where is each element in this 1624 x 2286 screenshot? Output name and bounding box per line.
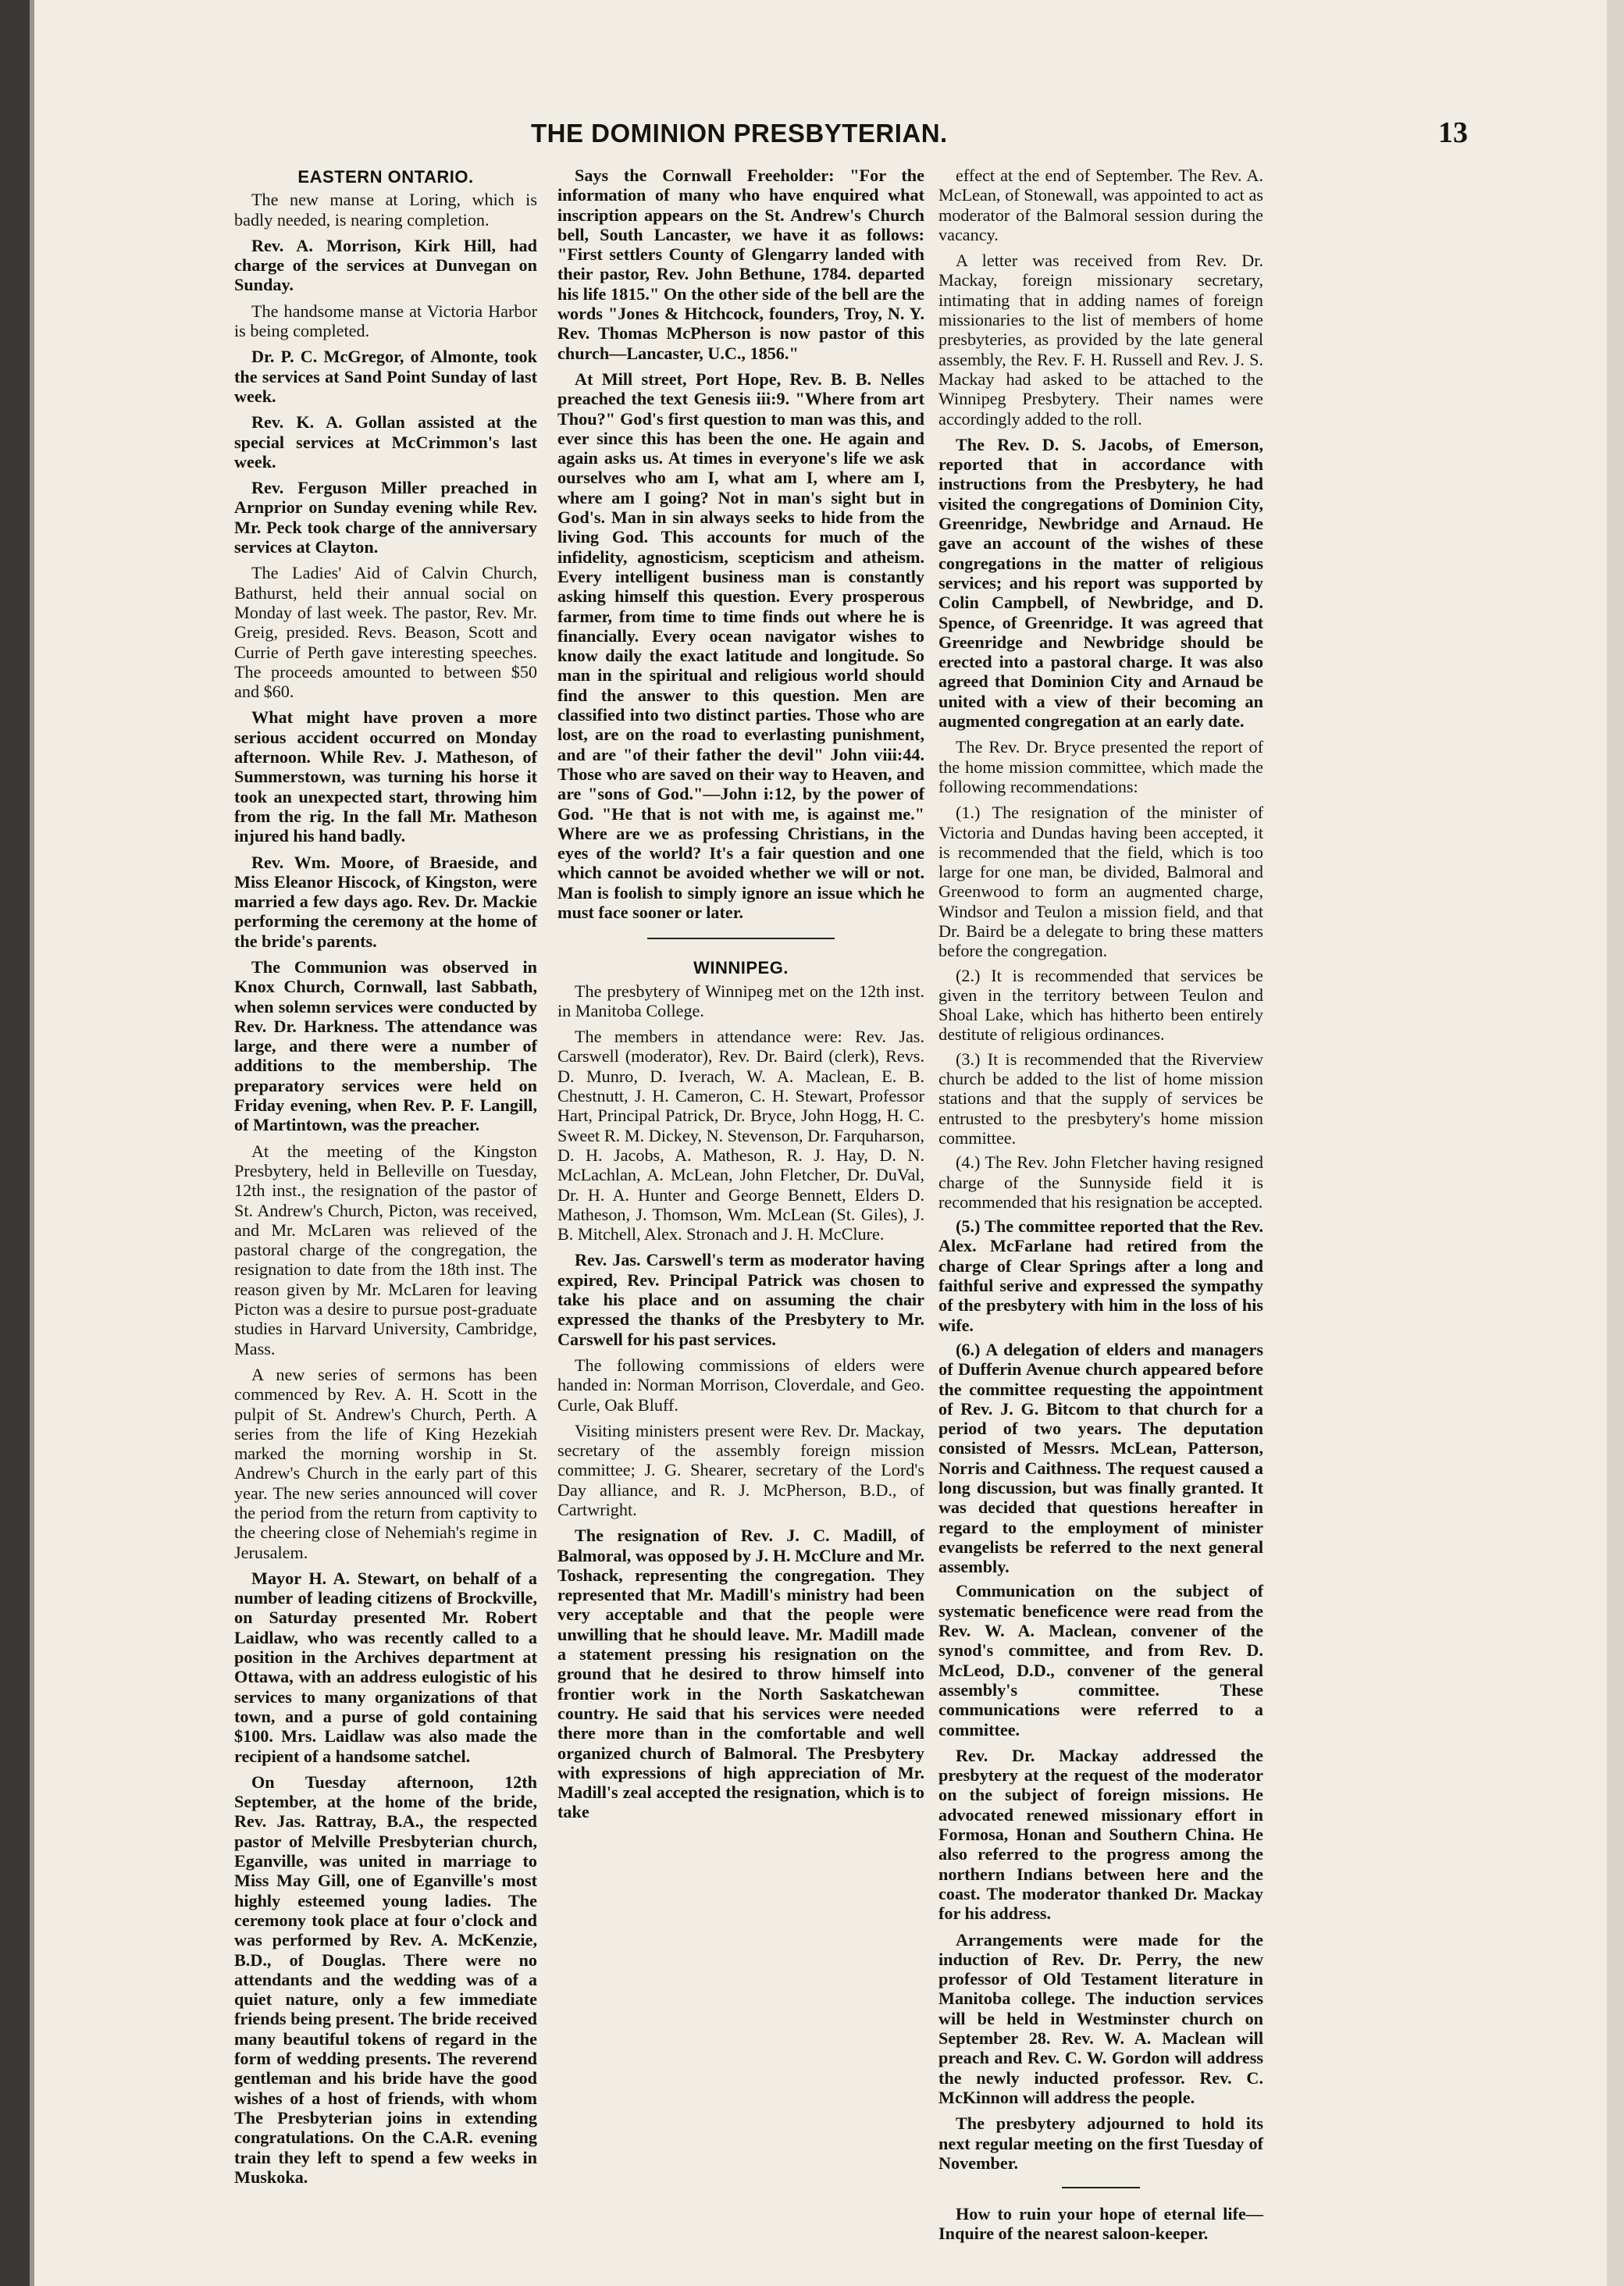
section-heading-winnipeg: WINNIPEG. (693, 958, 789, 978)
recommendation-item: (3.) It is recommended that the Riverview church be added to the list of home mission stations and that the supply of services be entrusted to the presbytery's home mission committee. (938, 1049, 1263, 1148)
news-item: A letter was received from Rev. Dr. Mackay, foreign missionary secretary, intimating that in adding names of foreign missionaries to the list of members of home presbyteries, as provided by the late general assembly, the Rev. F. H. Russell and Rev. J. S. Mackay had asked to be attached to the Winnipeg Presbytery. Their names were accordingly added to the roll. (938, 251, 1263, 429)
recommendation-item: (5.) The committee reported that the Rev. Alex. McFarlane had retired from the charge of Clear Springs after a long and faithful serive and expressed the sympathy of the presbytery with him in the loss of his wife. (938, 1216, 1263, 1335)
news-item: Rev. Jas. Carswell's term as moderator having expired, Rev. Principal Patrick was chosen to take his place and on assuming the chair expressed the thanks of the Presbytery to Mr. Carswell for his past services. (557, 1250, 924, 1349)
news-item: A new series of sermons has been commenced by Rev. A. H. Scott in the pulpit of St. Andrew's Church, Perth. A series from the life of King Hezekiah marked the morning worship in St. Andrew's Church in the early part of this year. The new series announced will cover the period from the return from captivity to the cheering close of Nehemiah's regime in Jerusalem. (234, 1364, 537, 1562)
news-item: The members in attendance were: Rev. Jas. Carswell (moderator), Rev. Dr. Baird (clerk), Revs. D. Munro, D. Iverach, W. A. Maclean, E. B. Chestnutt, J. H. Cameron, C. H. Stewart, Professor Hart, Principal Patrick, Dr. Bryce, John Hogg, H. C. Sweet R. M. Dickey, N. Stevenson, Dr. Farquharson, D. H. Jacobs, A. Matheson, R. J. Hay, D. N. McLachlan, A. McLean, John Fletcher, Dr. DuVal, Dr. H. A. Hunter and George Bennett, Elders D. Matheson, J. Thomson, Wm. McLean (St. Giles), J. B. Mitchell, Alex. Stronach and J. H. McClure. (557, 1027, 924, 1244)
news-item: Communication on the subject of systematic beneficence were read from the Rev. W. A. Maclean, convener of the synod's committee, and from Rev. D. McLeod, D.D., convener of the general assembly's committee. These communications were referred to a committee. (938, 1581, 1263, 1739)
news-item: Rev. K. A. Gollan assisted at the special services at McCrimmon's last week. (234, 412, 537, 472)
scan-edge-right (1607, 0, 1624, 2286)
news-item: The Communion was observed in Knox Church, Cornwall, last Sabbath, when solemn services were conducted by Rev. Dr. Harkness. The attendance was large, and there were a number of additions to the membership. The preparatory services were held on Friday evening, when Rev. P. F. Langill, of Martintown, was the preacher. (234, 956, 537, 1135)
news-item: The handsome manse at Victoria Harbor is being completed. (234, 301, 537, 341)
news-item: The Ladies' Aid of Calvin Church, Bathurst, held their annual social on Monday of last week. The pastor, Rev. Mr. Greig, presided. Revs. Beason, Scott and Currie of Perth gave interesting speeches. The proceeds amounted to between $50 and $60. (234, 563, 537, 702)
news-item: The new manse at Loring, which is badly needed, is nearing completion. (234, 190, 537, 230)
news-item: Rev. Dr. Mackay addressed the presbytery at the request of the moderator on the subject of foreign missions. He advocated renewed missionary effort in Formosa, Honan and Southern China. He also referred to the progress among the northern Indians between here and the coast. The moderator thanked Dr. Mackay for his address. (938, 1745, 1263, 1924)
news-item: Rev. A. Morrison, Kirk Hill, had charge of the services at Dunvegan on Sunday. (234, 235, 537, 295)
recommendation-item: (6.) A delegation of elders and managers of Dufferin Avenue church appeared before the committee requesting the appointment of Rev. J. G. Bitcom to that church for a period of two years. The deputation consisted of Messrs. McLean, Patterson, Norris and Caithness. The request caused a long discussion, but was finally granted. It was decided that questions hereafter in regard to the employment of minister evangelists be referred to the next general assembly. (938, 1339, 1263, 1577)
page-number: 13 (1438, 116, 1468, 149)
section-divider (647, 938, 835, 939)
news-item: The Rev. Dr. Bryce presented the report of the home mission committee, which made the following recommendations: (938, 737, 1263, 796)
news-item: What might have proven a more serious accident occurred on Monday afternoon. While Rev. J. Matheson, of Summerstown, was turning his horse it took an unexpected start, throwing him from the rig. In the fall Mr. Matheson injured his hand badly. (234, 707, 537, 846)
scan-edge-left (0, 0, 30, 2286)
filler-quote: How to ruin your hope of eternal life—Inquire of the nearest saloon-keeper. (938, 2204, 1263, 2244)
news-item: Rev. Ferguson Miller preached in Arnprior on Sunday evening while Rev. Mr. Peck took charge of the anniversary services at Clayton. (234, 478, 537, 557)
recommendation-item: (1.) The resignation of the minister of Victoria and Dundas having been accepted, it is recommended that the field, which is too large for one man, be divided, Balmoral and Greenwood to form an augmented charge, Windsor and Teulon a mission field, and that Dr. Baird be a delegate to bring these matters before the congregation. (938, 803, 1263, 961)
news-item: Mayor H. A. Stewart, on behalf of a number of leading citizens of Brockville, on Saturday presented Mr. Robert Laidlaw, who was recently called to a position in the Archives department at Ottawa, with an address eulogistic of his services to many organizations of that town, and a purse of gold containing $100. Mrs. Laidlaw was also made the recipient of a handsome satchel. (234, 1568, 537, 1766)
recommendation-item: (2.) It is recommended that services be given in the territory between Teulon and Shoal Lake, which has hitherto been entirely destitute of religious ordinances. (938, 965, 1263, 1045)
column-right (938, 166, 1263, 2250)
recommendation-item: (4.) The Rev. John Fletcher having resigned charge of the Sunnyside field it is recommended that his resignation be accepted. (938, 1152, 1263, 1212)
news-item: The resignation of Rev. J. C. Madill, of Balmoral, was opposed by J. H. McClure and Mr. Toshack, representing the congregation. They represented that Mr. Madill's ministry had been very acceptable and that the people were unwilling that he should leave. Mr. Madill made a statement pressing his resignation on the ground that he desired to throw himself into frontier work in the North Saskatchewan country. He said that his services were needed there more than in the comfortable and well organized church of Balmoral. The Presbytery with expressions of high appreciation of Mr. Madill's zeal accepted the resignation, which is to take (557, 1526, 924, 1822)
news-item: On Tuesday afternoon, 12th September, at the home of the bride, Rev. Jas. Rattray, B.A., the respected pastor of Melville Presbyterian church, Eganville, was united in marriage to Miss May Gill, one of Eganville's most highly esteemed young ladies. The ceremony took place at four o'clock and was performed by Rev. A. McKenzie, B.D., of Douglas. There were no attendants and the wedding was of a quiet nature, only a few immediate friends being present. The bride received many beautiful tokens of regard in the form of wedding presents. The reverend gentleman and his bride have the good wishes of a host of friends, with whom The Presbyterian joins in extending congratulations. On the C.A.R. evening train they left to spend a few weeks in Muskoka. (234, 1771, 537, 2187)
section-heading-eastern-ontario: EASTERN ONTARIO. (297, 167, 474, 187)
news-item: Dr. P. C. McGregor, of Almonte, took the services at Sand Point Sunday of last week. (234, 347, 537, 406)
news-item: At Mill street, Port Hope, Rev. B. B. Nelles preached the text Genesis iii:9. "Where from art Thou?" God's first question to man was this, and ever since this has been the one. He again and again asks us. At times in everyone's life we ask ourselves who am I, what am I, where am I, where am I going? Not in man's sight but in God's. Man in sin always seeks to hide from the living God. This accounts for much of the infidelity, agnosticism, scepticism and atheism. Every intelligent business man is constantly asking himself this question. Every prosperous farmer, from time to time finds out where he is financially. Every ocean navigator wishes to know daily the exact latitude and longitude. So man in the spiritual and religious world should find the answer to this question. Men are classified into two distinct parties. Those who are lost, are on the road to everlasting punishment, and are "of their father the devil" John viii:44. Those who are saved on their way to Heaven, and are "sons of God."—John i:12, by the power of God. "He that is not with me, is against me." Where are we as professing Christians, in the eyes of the world? It's a fair question and one which cannot be avoided whether we will or not. Man is foolish to simply ignore an issue which he must face sooner or later. (557, 369, 924, 922)
news-item: The Rev. D. S. Jacobs, of Emerson, reported that in accordance with instructions from the Presbytery, he had visited the congregations of Dominion City, Greenridge, Newbridge and Arnaud. He gave an account of the wishes of these congregations in the matter of religious services; and his report was supported by Colin Campbell, of Newbridge, and D. Spence, of Greenridge. It was agreed that Greenridge and Newbridge should be erected into a pastoral charge. It was also agreed that Dominion City and Arnaud be united with a view of their becoming an augmented congregation at an early date. (938, 434, 1263, 732)
news-item: Says the Cornwall Freeholder: "For the information of many who have enquired what inscription appears on the St. Andrew's Church bell, South Lancaster, we have it as follows: "First settlers County of Glengarry landed with their pastor, Rev. John Bethune, 1784. departed his life 1815." On the other side of the bell are the words "Jones & Hitchcock, founders, Troy, N. Y. Rev. Thomas McPherson is now pastor of this church—Lancaster, U.C., 1856." (557, 166, 924, 363)
news-item: Rev. Wm. Moore, of Braeside, and Miss Eleanor Hiscock, of Kingston, were married a few days ago. Rev. Dr. Mackie performing the ceremony at the home of the bride's parents. (234, 852, 537, 951)
news-item: The presbytery of Winnipeg met on the 12th inst. in Manitoba College. (557, 981, 924, 1020)
news-item: effect at the end of September. The Rev. A. McLean, of Stonewall, was appointed to act as moderator of the Balmoral session during the vacancy. (938, 166, 1263, 244)
column-eastern-ontario (234, 166, 537, 2193)
news-item: At the meeting of the Kingston Presbytery, held in Belleville on Tuesday, 12th inst., the resignation of the pastor of St. Andrew's Church, Picton, was received, and Mr. McLaren was relieved of the pastoral charge of the congregation, the resignation to date from the 18th inst. The reason given by Mr. McLaren for leaving Picton was a desire to pursue post-graduate studies in Harvard University, Cambridge, Mass. (234, 1141, 537, 1358)
section-divider (1062, 2187, 1140, 2188)
column-middle (557, 166, 924, 1828)
news-item: The following commissions of elders were handed in: Norman Morrison, Cloverdale, and Geo. Curle, Oak Bluff. (557, 1355, 924, 1415)
page-header (234, 116, 1468, 158)
newspaper-title: THE DOMINION PRESBYTERIAN. (531, 119, 948, 148)
news-item: Visiting ministers present were Rev. Dr. Mackay, secretary of the assembly foreign mission committee; J. G. Shearer, secretary of the Lord's Day alliance, and R. J. McPherson, B.D., of Cartwright. (557, 1420, 924, 1519)
news-item: The presbytery adjourned to hold its next regular meeting on the first Tuesday of November. (938, 2113, 1263, 2173)
news-item: Arrangements were made for the induction of Rev. Dr. Perry, the new professor of Old Testament literature in Manitoba college. The induction services will be held in Westminster church on September 28. Rev. W. A. Maclean will preach and Rev. C. W. Gordon will address the newly inducted professor. Rev. C. McKinnon will address the people. (938, 1929, 1263, 2107)
